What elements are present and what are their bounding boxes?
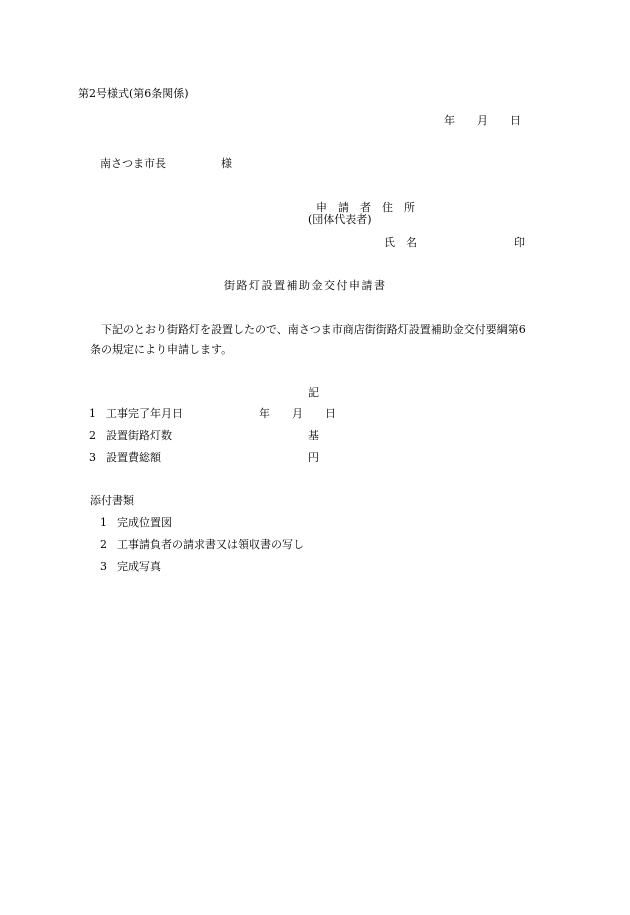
form-number: 第2号様式(第6条関係) <box>78 87 189 100</box>
attachment-number: 3 <box>100 560 107 573</box>
body-line-2: 条の規定により申請します。 <box>90 343 233 356</box>
item-value: 基 <box>308 429 319 442</box>
addressee: 南さつま市長 様 <box>100 157 232 170</box>
body-line-1: 下記のとおり街路灯を設置したので、南さつま市商店街街路灯設置補助金交付要綱第6 <box>101 323 526 336</box>
attachment-label: 完成位置図 <box>117 516 172 529</box>
attachments-heading: 添付書類 <box>90 494 134 507</box>
document-title: 街路灯設置補助金交付申請書 <box>224 279 387 292</box>
item-number: 3 <box>89 451 96 464</box>
applicant-name-label: 氏 名 <box>384 236 417 249</box>
applicant-org-rep-label: (団体代表者) <box>308 213 372 226</box>
item-value: 円 <box>308 451 319 464</box>
seal-mark: 印 <box>514 236 525 249</box>
item-number: 1 <box>89 407 96 420</box>
attachment-number: 1 <box>100 516 107 529</box>
item-value: 年 月 日 <box>259 407 336 420</box>
date-line: 年 月 日 <box>444 114 521 127</box>
ki-heading: 記 <box>308 386 319 399</box>
item-label: 設置街路灯数 <box>106 429 172 442</box>
item-number: 2 <box>89 429 96 442</box>
attachment-label: 工事請負者の請求書又は領収書の写し <box>117 538 304 551</box>
item-label: 工事完了年月日 <box>106 407 183 420</box>
attachment-label: 完成写真 <box>117 560 161 573</box>
item-label: 設置費総額 <box>106 451 161 464</box>
attachment-number: 2 <box>100 538 107 551</box>
applicant-address-label: 申 請 者 住 所 <box>316 201 415 214</box>
